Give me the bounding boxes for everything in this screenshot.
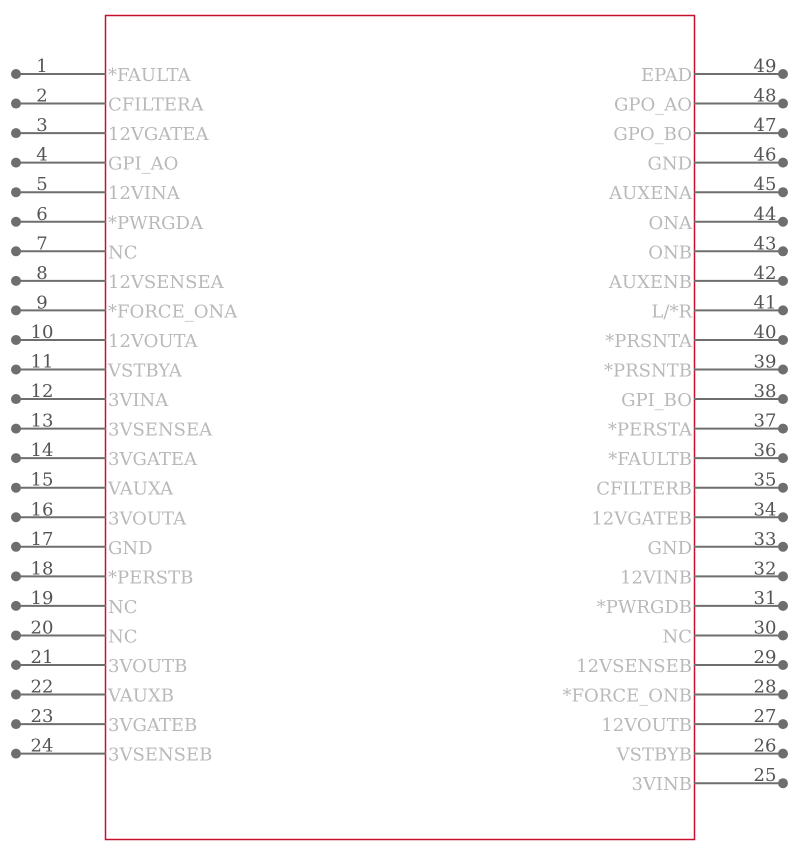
pin-32 [620, 558, 788, 588]
pin-number: 25 [753, 765, 777, 787]
pin-endpoint [11, 158, 21, 168]
pin-name: 12VOUTB [601, 715, 692, 737]
pin-number: 27 [753, 706, 777, 728]
pin-endpoint [778, 187, 788, 197]
pin-name: ONA [648, 212, 692, 234]
pin-name: *PRSNTB [604, 360, 692, 382]
pin-number: 39 [753, 351, 777, 373]
pin-22 [11, 677, 174, 707]
pin-31 [597, 588, 788, 618]
pin-42 [608, 263, 788, 293]
pin-endpoint [11, 217, 21, 227]
pin-name: *FAULTA [108, 65, 191, 86]
pin-name: 3VSENSEB [108, 744, 213, 766]
pin-45 [608, 174, 788, 204]
pin-19 [11, 588, 138, 618]
pin-name: NC [108, 242, 138, 264]
pin-name: *PWRGDA [108, 212, 203, 234]
pin-43 [648, 233, 788, 263]
pin-name: 3VGATEB [108, 715, 198, 737]
pin-number: 45 [753, 174, 777, 196]
pin-name: VAUXB [108, 685, 174, 707]
pin-number: 26 [753, 735, 777, 757]
pin-endpoint [778, 305, 788, 315]
pin-33 [647, 529, 788, 559]
pin-48 [614, 86, 788, 116]
pin-name: 3VINA [108, 390, 169, 412]
pin-name: NC [108, 626, 138, 648]
pin-number: 1 [36, 56, 48, 77]
pin-endpoint [778, 512, 788, 522]
pin-endpoint [778, 365, 788, 375]
pin-number: 3 [36, 115, 48, 137]
pin-name: 3VGATEA [108, 449, 197, 471]
pin-name: 12VSENSEA [108, 271, 224, 293]
pin-number: 19 [30, 587, 54, 609]
pin-23 [11, 706, 197, 736]
pin-21 [11, 647, 187, 677]
pin-46 [647, 145, 788, 175]
pin-name: 12VOUTA [108, 330, 198, 352]
pin-8 [11, 263, 225, 293]
pin-number: 6 [36, 203, 48, 225]
pin-endpoint [778, 158, 788, 168]
pin-number: 24 [30, 735, 54, 757]
pin-name: 12VINA [108, 183, 180, 205]
pin-name: GPO_AO [613, 94, 692, 116]
pin-37 [608, 411, 788, 441]
pin-6 [11, 204, 204, 234]
pin-name: *PRSNTA [605, 330, 692, 352]
pin-endpoint [778, 571, 788, 581]
pin-number: 20 [30, 617, 54, 639]
pin-number: 23 [30, 706, 54, 728]
pin-endpoint [11, 365, 21, 375]
pin-name: CFILTERA [108, 94, 204, 116]
pin-name: *PERSTB [108, 567, 194, 589]
pin-40 [605, 322, 788, 352]
pin-44 [648, 204, 788, 234]
pin-endpoint [11, 424, 21, 434]
pin-name: GPI_AO [108, 153, 179, 175]
pin-14 [11, 440, 198, 470]
pin-11 [11, 352, 183, 382]
pin-name: 3VINB [631, 774, 692, 796]
pin-number: 34 [753, 499, 777, 521]
pin-name: *FAULTB [608, 449, 692, 471]
pin-name: 12VGATEA [108, 124, 209, 146]
pin-endpoint [11, 601, 21, 611]
pin-number: 5 [36, 174, 48, 196]
pin-name: NC [108, 596, 138, 618]
pin-name: *PERSTA [607, 419, 692, 441]
pin-endpoint [778, 749, 788, 759]
pin-4 [11, 145, 178, 175]
pin-18 [11, 558, 193, 588]
pin-39 [604, 352, 788, 382]
pin-name: *FORCE_ONA [108, 301, 238, 323]
pin-number: 40 [753, 321, 777, 343]
right-pin-group [563, 56, 788, 795]
pin-number: 32 [753, 558, 777, 580]
pin-number: 12 [30, 381, 54, 403]
pin-number: 28 [753, 676, 777, 698]
pin-endpoint [11, 483, 21, 493]
pin-name: AUXENA [609, 183, 692, 205]
pin-number: 29 [753, 647, 777, 668]
pin-number: 18 [30, 558, 54, 580]
pin-number: 33 [753, 528, 777, 550]
pin-endpoint [11, 99, 21, 109]
pin-endpoint [778, 690, 788, 700]
pin-number: 30 [753, 617, 777, 639]
pin-endpoint [778, 276, 788, 286]
pin-name: GPO_BO [613, 124, 692, 146]
pin-25 [631, 765, 788, 795]
pin-number: 35 [753, 469, 777, 491]
pin-number: 47 [753, 115, 777, 137]
pin-endpoint [11, 630, 21, 640]
pin-endpoint [778, 99, 788, 109]
pin-endpoint [11, 276, 21, 286]
pin-34 [591, 499, 788, 529]
pin-number: 21 [30, 647, 54, 668]
pin-name: NC [662, 626, 692, 648]
pin-number: 9 [36, 292, 48, 314]
pin-name: AUXENB [608, 271, 692, 293]
pin-28 [563, 677, 788, 707]
pin-endpoint [11, 69, 21, 79]
pin-endpoint [778, 335, 788, 345]
pin-endpoint [11, 394, 21, 404]
pin-endpoint [778, 69, 788, 79]
pin-endpoint [778, 217, 788, 227]
pin-name: GND [108, 537, 153, 559]
pin-endpoint [11, 453, 21, 463]
pin-number: 22 [30, 676, 54, 698]
pin-endpoint [11, 690, 21, 700]
pin-name: 12VINB [620, 567, 692, 589]
pin-endpoint [778, 542, 788, 552]
pin-number: 17 [30, 528, 54, 550]
pin-endpoint [11, 128, 21, 138]
pin-number: 43 [753, 233, 777, 255]
pin-number: 41 [753, 292, 777, 314]
pin-endpoint [11, 246, 21, 256]
pin-2 [11, 86, 205, 116]
pin-name: 3VOUTA [108, 508, 187, 530]
pin-endpoint [11, 512, 21, 522]
pin-16 [11, 499, 187, 529]
pin-number: 49 [753, 56, 777, 77]
pin-12 [11, 381, 169, 411]
pin-endpoint [11, 660, 21, 670]
pin-47 [613, 115, 788, 145]
pin-35 [596, 470, 788, 500]
pin-number: 42 [753, 262, 777, 284]
pin-number: 10 [30, 321, 54, 343]
pin-endpoint [11, 749, 21, 759]
pin-20 [11, 617, 138, 647]
pin-endpoint [11, 187, 21, 197]
pin-name: GND [647, 537, 692, 559]
pin-endpoint [778, 424, 788, 434]
pin-name: *FORCE_ONB [562, 685, 692, 707]
pin-endpoint [778, 483, 788, 493]
left-pin-group [11, 56, 238, 766]
pin-number: 48 [753, 85, 777, 107]
pin-name: VSTBYB [616, 744, 692, 766]
pin-endpoint [778, 630, 788, 640]
pin-name: 3VSENSEA [108, 419, 213, 441]
pin-number: 13 [30, 410, 54, 432]
pin-number: 31 [753, 587, 777, 609]
pin-49 [641, 56, 788, 86]
pin-endpoint [11, 335, 21, 345]
pin-endpoint [778, 601, 788, 611]
pin-endpoint [778, 453, 788, 463]
pin-9 [11, 292, 238, 322]
pin-17 [11, 529, 153, 559]
pin-number: 38 [753, 381, 777, 403]
pin-name: L/*R [651, 301, 692, 323]
pin-29 [576, 647, 788, 677]
pin-36 [608, 440, 788, 470]
pin-endpoint [11, 542, 21, 552]
pin-name: *PWRGDB [596, 596, 692, 618]
pin-endpoint [778, 394, 788, 404]
pin-endpoint [11, 305, 21, 315]
pin-13 [11, 411, 213, 441]
pin-name: 3VOUTB [108, 656, 188, 677]
pin-name: CFILTERB [596, 478, 692, 500]
pin-number: 46 [753, 144, 777, 166]
pin-endpoint [778, 719, 788, 729]
pin-name: EPAD [640, 65, 692, 86]
pin-30 [662, 617, 788, 647]
pin-number: 37 [753, 410, 777, 432]
pin-number: 14 [30, 440, 54, 462]
pin-41 [651, 292, 788, 322]
pin-38 [621, 381, 788, 411]
pin-7 [11, 233, 138, 263]
pin-26 [616, 736, 788, 766]
pin-number: 8 [36, 262, 48, 284]
pin-endpoint [11, 571, 21, 581]
pin-name: VSTBYA [108, 360, 182, 382]
pin-number: 7 [36, 233, 48, 255]
pin-endpoint [778, 128, 788, 138]
pin-endpoint [778, 660, 788, 670]
pin-number: 11 [30, 351, 54, 373]
pin-endpoint [11, 719, 21, 729]
pin-number: 44 [753, 203, 777, 225]
pin-name: 12VGATEB [591, 508, 692, 530]
pin-endpoint [778, 778, 788, 788]
pin-name: 12VSENSEB [576, 656, 692, 677]
pin-number: 4 [36, 144, 48, 166]
pin-15 [11, 470, 174, 500]
pin-number: 15 [30, 469, 54, 491]
pin-number: 36 [753, 440, 777, 462]
pin-5 [11, 174, 181, 204]
pin-number: 16 [30, 499, 54, 521]
pin-name: GND [647, 153, 692, 175]
pin-number: 2 [36, 85, 48, 107]
pin-24 [11, 736, 212, 766]
pin-endpoint [778, 246, 788, 256]
pin-3 [11, 115, 209, 145]
pin-name: VAUXA [108, 478, 174, 500]
pin-1 [11, 56, 192, 86]
pin-name: ONB [648, 242, 692, 264]
pin-name: GPI_BO [621, 390, 692, 412]
